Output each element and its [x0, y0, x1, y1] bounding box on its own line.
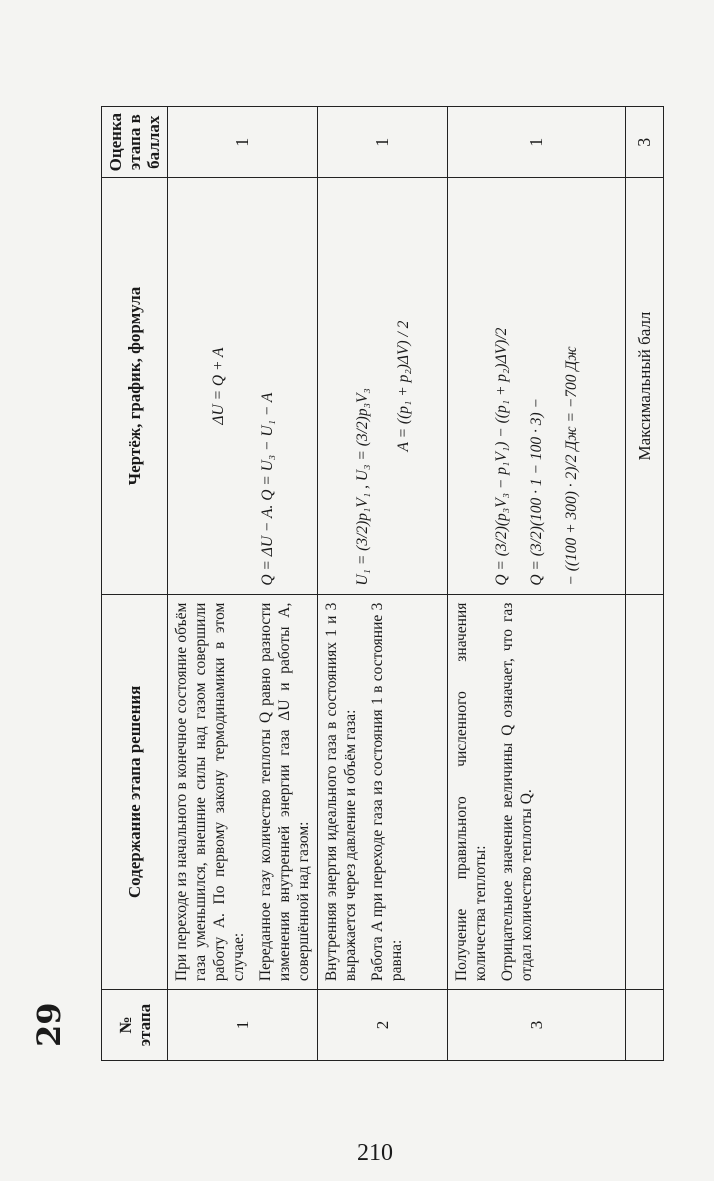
- row-3-desc-2: Отрицательное значение величины Q означает, что газ отдал количество теплоты Q.: [499, 602, 535, 982]
- max-score-label: Максимальный балл: [626, 178, 664, 594]
- row-3-score: 1: [448, 107, 626, 178]
- solution-table-rotated: [101, 106, 654, 1061]
- table-footer-row: [626, 107, 664, 1061]
- row-3-formula-1: Q = (3/2)(p₃V₃ − p₁V₁) − ((p₁ + p₂)ΔV)/2: [493, 327, 510, 586]
- row-1-num: 1: [168, 990, 318, 1061]
- row-2-formula-1: U₁ = (3/2)p₁V₁ , U₃ = (3/2)p₃V₃: [353, 388, 371, 586]
- solution-table: [101, 106, 664, 1061]
- row-1-formula-2: Q = ΔU − A. Q = U₃ − U₁ − A: [258, 392, 276, 586]
- table-row: [168, 107, 318, 1061]
- row-1-formula-1: ΔU = Q + A: [209, 347, 227, 425]
- header-formula: Чертёж, график, формула: [102, 178, 168, 594]
- row-1-desc-2: Переданное газу количество теплоты Q равно разности изменения внутренней энергии газа ΔU и работы A, совершённой над газом:: [257, 602, 312, 982]
- page-number-top: 29: [30, 1002, 68, 1047]
- table-header-row: [102, 107, 168, 1061]
- row-1-desc: [168, 594, 318, 989]
- header-content: Содержание этапа решения: [102, 594, 168, 989]
- row-3-formula-2: Q = (3/2)(100 · 1 − 100 · 3) −: [528, 397, 545, 586]
- row-3-formula: [448, 178, 626, 594]
- page-number-bottom: 210: [357, 1140, 393, 1166]
- table-row: [448, 107, 626, 1061]
- row-3-num: 3: [448, 990, 626, 1061]
- row-1-score: 1: [168, 107, 318, 178]
- header-score: Оценка этапа в баллах: [102, 107, 168, 178]
- table-row: [318, 107, 448, 1061]
- footer-empty-2: [626, 594, 664, 989]
- row-1-desc-1: При переходе из начального в конечное состояние объём газа уменьшился, внешние силы над газом совершили работу A. По первому закону термодинамики в этом случае:: [173, 602, 247, 982]
- row-2-desc-2: Работа A при переходе газа из состояния 1 в состояние 3 равна:: [369, 602, 405, 982]
- max-score-value: 3: [626, 107, 664, 178]
- row-2-score: 1: [318, 107, 448, 178]
- header-step-no: № этапа: [102, 990, 168, 1061]
- row-2-num: 2: [318, 990, 448, 1061]
- row-3-desc: [448, 594, 626, 989]
- row-3-formula-3: − ((100 + 300) · 2)/2 Дж = −700 Дж: [563, 346, 580, 586]
- row-1-formula: [168, 178, 318, 594]
- row-2-formula: [318, 178, 448, 594]
- row-3-desc-1: Получение правильного численного значения количества теплоты:: [453, 602, 489, 982]
- row-2-desc: [318, 594, 448, 989]
- footer-empty-1: [626, 990, 664, 1061]
- row-2-formula-2: A = ((p₁ + p₂)ΔV) / 2: [394, 320, 412, 452]
- row-2-desc-1: Внутренняя энергия идеального газа в состояниях 1 и 3 выражается через давление и объём газа:: [323, 602, 359, 982]
